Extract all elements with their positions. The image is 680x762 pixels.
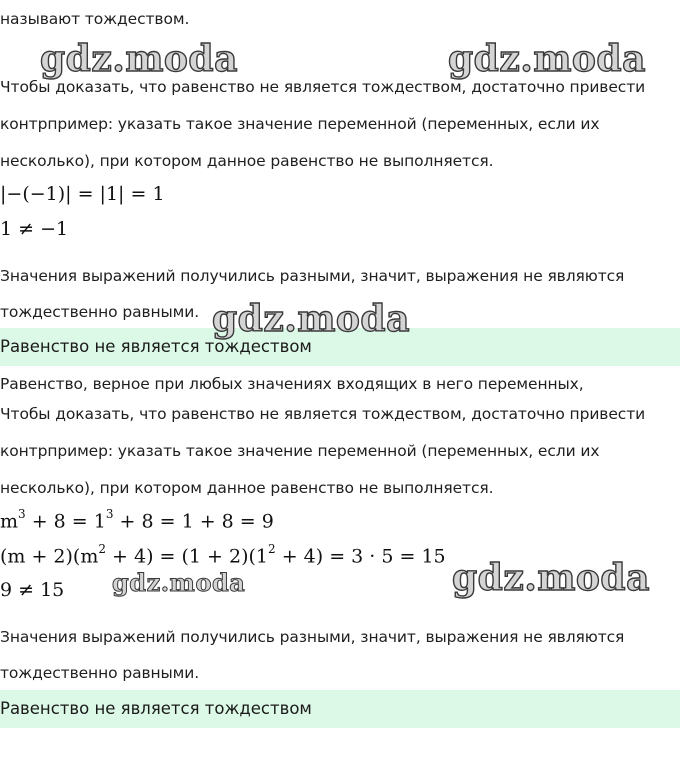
text-line: Значения выражений получились разными, значит, выражения не являются — [0, 267, 625, 285]
text-line: контрпример: указать такое значение переменной (переменных, если их — [0, 115, 600, 133]
answer-text: Равенство не является тождеством — [0, 699, 312, 718]
text-line: Значения выражений получились разными, значит, выражения не являются — [0, 628, 625, 646]
watermark-logo: gdz.moda — [212, 298, 410, 340]
watermark-logo: gdz.moda — [112, 568, 246, 597]
text-line: несколько), при котором данное равенство не выполняется. — [0, 152, 494, 170]
answer-text: Равенство не является тождеством — [0, 337, 312, 356]
watermark-logo: gdz.moda — [40, 38, 238, 80]
math-expression: $m^3 + 8 = 1^3 + 8 = 1 + 8 = 9$ — [0, 507, 274, 533]
text-line: Чтобы доказать, что равенство не является тождеством, достаточно привести — [0, 405, 646, 423]
watermark-logo: gdz.moda — [448, 38, 646, 80]
answer-band — [0, 690, 680, 728]
text-line: тождественно равными. — [0, 664, 200, 682]
math-expression: $(m + 2)(m^2 + 4) = (1 + 2)(1^2 + 4) = 3 \cdot 5 = 15$ — [0, 542, 446, 568]
text-line: называют тождеством. — [0, 10, 190, 28]
math-expression: |−(−1)| = |1| = 1 — [0, 183, 165, 205]
text-line: Чтобы доказать, что равенство не является тождеством, достаточно привести — [0, 78, 646, 96]
math-expression: 9 ≠ 15 — [0, 579, 65, 601]
text-line: тождественно равными. — [0, 303, 200, 321]
text-line: несколько), при котором данное равенство не выполняется. — [0, 479, 494, 497]
text-line: контрпример: указать такое значение переменной (переменных, если их — [0, 442, 600, 460]
text-line: Равенство, верное при любых значениях входящих в него переменных, — [0, 375, 584, 393]
math-expression: 1 ≠ −1 — [0, 218, 69, 240]
watermark-logo: gdz.moda — [452, 557, 650, 599]
